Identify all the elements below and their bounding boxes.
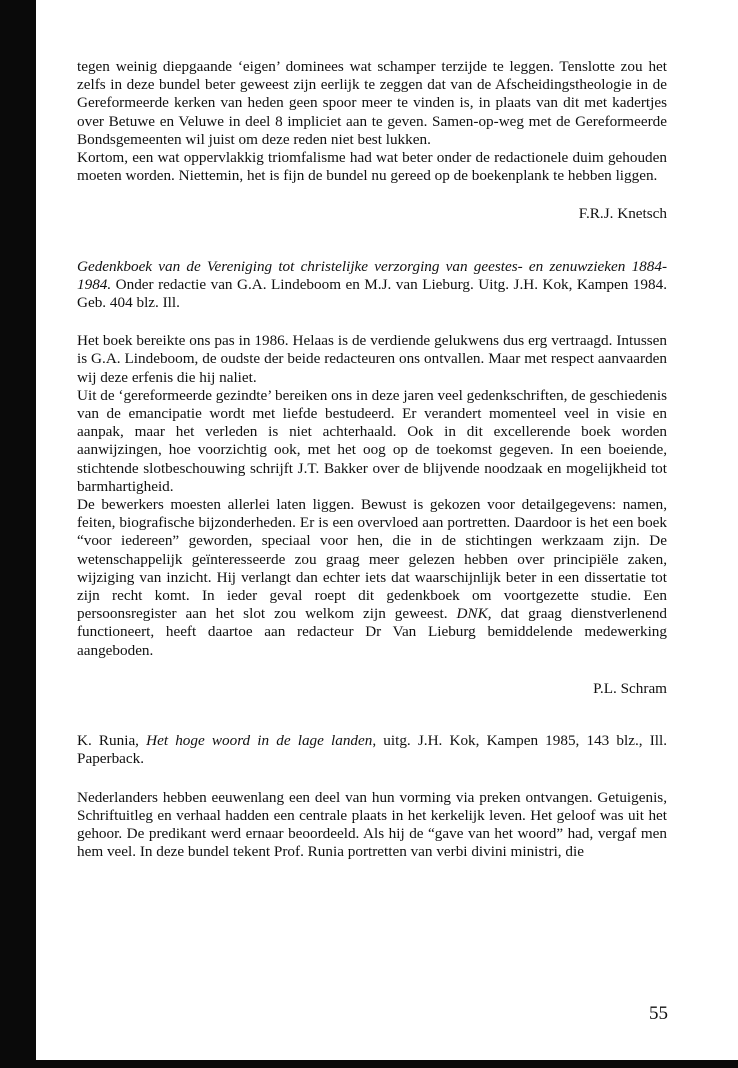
review3-bibliography: [77, 732, 667, 768]
review-knetsch: [77, 58, 667, 224]
page-content: [77, 58, 667, 861]
review2-paragraph-3: [77, 496, 667, 660]
page-number: 55: [649, 1003, 668, 1024]
review2-book-details: Onder redactie van G.A. Lindeboom en M.J. van Lieburg. Uitg. J.H. Kok, Kampen 1984. Geb. 404 blz. Ill.: [77, 275, 667, 312]
review3-book-details: , uitg. J.H. Kok, Kampen 1985, 143 blz., Ill. Paperback.: [77, 732, 668, 768]
review-gedenkboek: [77, 258, 667, 698]
review3-paragraph-1: Nederlanders hebben eeuwenlang een deel van hun vorming via preken ontvangen. Getuigenis, Schriftuitleg en verhaal hadden een centrale plaats in het kerkelijk leven. Het geloof was uit het gehoor. De predikant werd ernaar beoordeeld. Als hij de “gave van het woord” had, vergaf men hem veel. In deze bundel tekent Prof. Runia portretten van verbi divini ministri, die: [77, 788, 667, 861]
review2-book-title: Gedenkboek van de Vereniging tot christelijke verzorging van geestes- en zenuwzieken 1884-1984.: [77, 257, 667, 293]
review-runia: [77, 732, 667, 861]
review2-dnk-abbreviation: DNK: [456, 605, 488, 623]
review3-book-title: Het hoge woord in de lage landen: [146, 732, 373, 750]
review1-signature: F.R.J. Knetsch: [578, 205, 667, 223]
review2-bibliography: [77, 258, 667, 313]
review1-paragraph-1: tegen weinig diepgaande ‘eigen’ dominees wat schamper terzijde te leggen. Tenslotte zou het zelfs in deze bundel beter geweest zijn eerlijk te zeggen dat van de Afscheidingstheologie in de Gereformeerde kerken van heden geen spoor meer te vinden is, in plaats van dit met kadertjes over Betuwe en Veluwe in deel 8 impliciet aan te geven. Samen-op-weg met de Gereformeerde Bondsgemeenten wil juist om deze reden niet best lukken.: [77, 58, 667, 148]
review2-paragraph-2: Uit de ‘gereformeerde gezindte’ bereiken ons in deze jaren veel gedenkschriften, de geschiedenis van de emancipatie wordt met liefde bestudeerd. Er verandert momenteel veel in visie en aanpak, maar het verleden is niet achterhaald. Ook in dit excellerende boek worden aanwijzingen, hoe voorzichtig ook, met het oog op de toekomst gegeven. In een boeiende, stichtende slotbeschouwing schrijft J.T. Bakker over de blijvende noodzaak en mogelijkheid tot barmhartigheid.: [77, 386, 667, 495]
review1-paragraph-2: Kortom, een wat oppervlakkig triomfalisme had wat beter onder de redactionele duim gehouden moeten worden. Niettemin, het is fijn de bundel nu gereed op de boekenplank te hebben liggen.: [77, 149, 667, 185]
review3-author: K. Runia,: [77, 732, 147, 750]
scan-edge-left: [0, 0, 36, 1068]
scan-edge-bottom: [0, 1060, 738, 1068]
review2-paragraph-3-part-2: , dat graag dienstverlenend functioneert, heeft daartoe aan redacteur Dr Van Lieburg bemiddelende medewerking aangeboden.: [77, 605, 668, 659]
review2-paragraph-3-part-1: De bewerkers moesten allerlei laten liggen. Bewust is gekozen voor detailgegevens: namen, feiten, biografische bijzonderheden. Er is een overvloed aan portretten. Daardoor is het een boek “voor iedereen” geworden, speciaal voor hen, die in de stichtingen werkzaam zijn. De wetenschappelijk geïnteresseerde zou graag meer gelezen hebben over principiële zaken, wijziging van inzicht. Hij verlangt dan echter iets dat waarschijnlijk beter in een dissertatie tot zijn recht komt. In ieder geval roept dit gedenkboek om voortgezette studie. Een persoonsregister aan het slot zou welkom zijn geweest.: [77, 496, 667, 623]
review2-paragraph-1: Het boek bereikte ons pas in 1986. Helaas is de verdiende gelukwens dus erg vertraagd. Intussen is G.A. Lindeboom, de oudste der beide redacteuren ons ontvallen. Maar met respect aanvaarden wij deze erfenis die hij naliet.: [77, 332, 667, 386]
review2-signature: P.L. Schram: [593, 679, 667, 697]
